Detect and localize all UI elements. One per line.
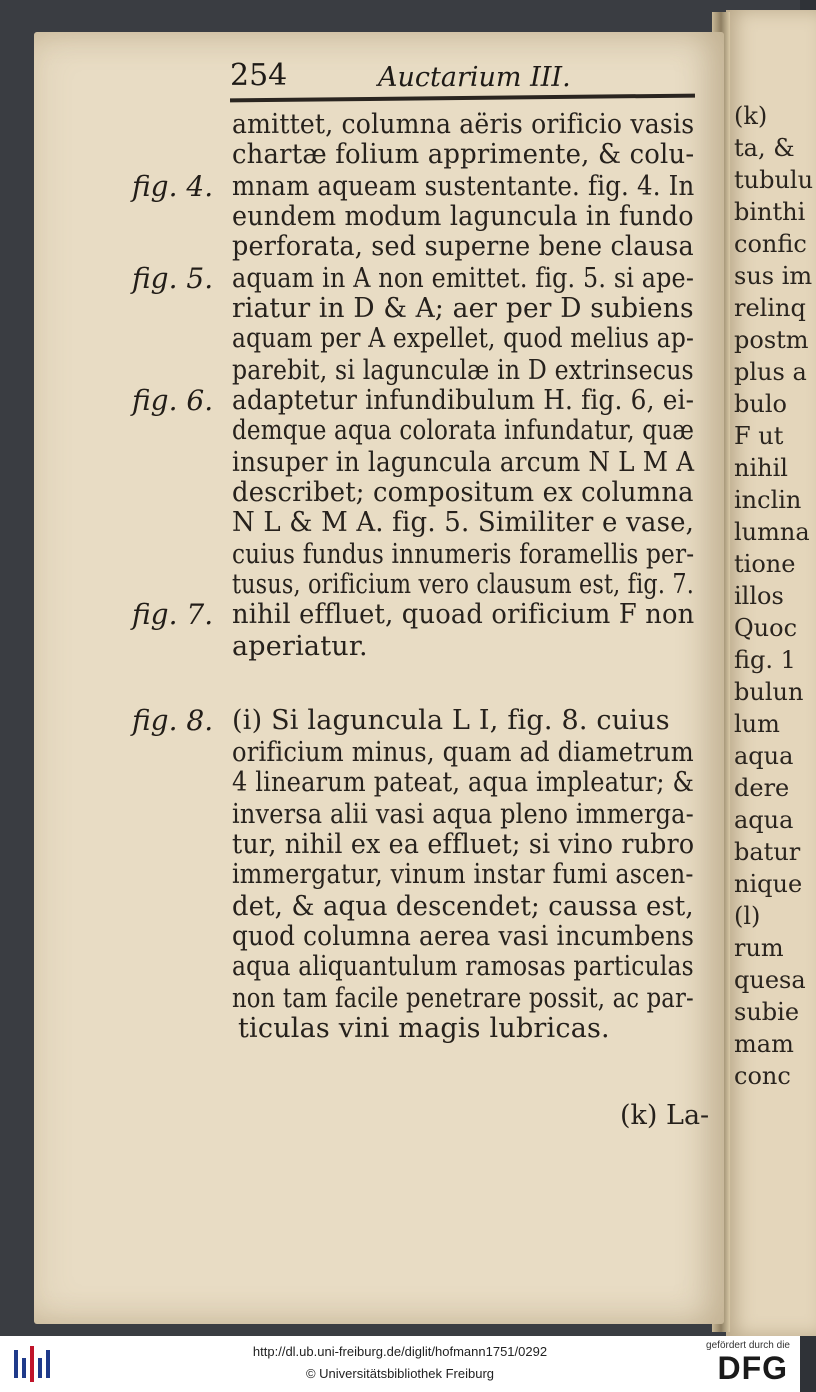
margin-figure-ref: fig. 6.	[132, 384, 214, 417]
text-line: tur, nihil ex ea effluet; si vino rubro	[232, 829, 695, 860]
margin-figure-ref: fig. 4.	[132, 170, 214, 203]
facing-text-fragment: tione	[734, 550, 796, 578]
text-line: orificium minus, quam ad diametrum	[232, 737, 694, 768]
facing-text-fragment: subie	[734, 998, 800, 1026]
text-line: aperiatur.	[232, 631, 368, 662]
facing-text-fragment: quesa	[734, 966, 806, 994]
text-line: aquam per A expellet, quod melius ap-	[232, 323, 694, 354]
text-line: nihil effluet, quoad orificium F non	[232, 599, 695, 630]
facing-text-fragment: bulo	[734, 390, 787, 418]
text-line: adaptetur infundibulum H. fig. 6, ei-	[232, 385, 695, 416]
facing-text-fragment: illos	[734, 582, 784, 610]
text-line: amittet, columna aëris orificio vasis	[232, 109, 695, 140]
text-line: N L & M A. fig. 5. Similiter e vase,	[232, 507, 695, 538]
text-line: insuper in laguncula arcum N L M A	[232, 447, 695, 478]
text-line: immergatur, vinum instar fumi ascen-	[232, 859, 694, 890]
dfg-logo: DFG	[717, 1350, 788, 1386]
facing-text-fragment: nique	[734, 870, 803, 898]
facing-text-fragment: (k)	[734, 102, 768, 130]
text-line: tusus, orificium vero clausum est, fig. 7.	[232, 569, 694, 600]
facing-text-fragment: mam	[734, 1030, 794, 1058]
facing-text-fragment: conc	[734, 1062, 791, 1090]
text-line: describet; compositum ex columna	[232, 477, 694, 508]
facing-text-fragment: F ut	[734, 422, 784, 450]
text-line: riatur in D & A; aer per D subiens	[232, 293, 694, 324]
facing-page	[726, 10, 816, 1336]
facing-text-fragment: aqua	[734, 742, 794, 770]
facing-text-fragment: postm	[734, 326, 809, 354]
margin-figure-ref: fig. 5.	[132, 262, 214, 295]
facing-text-fragment: bulun	[734, 678, 804, 706]
text-line: aqua aliquantulum ramosas particulas	[232, 951, 694, 982]
text-line: eundem modum laguncula in fundo	[232, 201, 694, 232]
facing-text-fragment: lum	[734, 710, 780, 738]
funding-caption: gefördert durch die	[706, 1340, 790, 1351]
running-head: Auctarium III.	[378, 62, 571, 93]
text-line: det, & aqua descendet; caussa est,	[232, 891, 694, 922]
text-line: ticulas vini magis lubricas.	[238, 1013, 610, 1044]
text-line: parebit, si lagunculæ in D extrinsecus	[232, 355, 694, 386]
text-line: demque aqua colorata infundatur, quæ	[232, 415, 695, 446]
text-line: chartæ folium apprimente, & colu-	[232, 139, 695, 170]
facing-text-fragment: rum	[734, 934, 784, 962]
text-line: 4 linearum pateat, aqua impleatur; &	[232, 767, 695, 798]
facing-text-fragment: plus a	[734, 358, 807, 386]
viewer-footer	[0, 1336, 800, 1392]
facing-text-fragment: fig. 1	[734, 646, 796, 674]
page-header	[230, 58, 700, 98]
copyright-notice: © Universitätsbibliothek Freiburg	[305, 1366, 495, 1381]
facing-text-fragment: aqua	[734, 806, 794, 834]
facing-text-fragment: tubulu	[734, 166, 814, 194]
text-line: mnam aqueam sustentante. fig. 4. In	[232, 171, 695, 202]
text-line: inversa alii vasi aqua pleno immerga-	[232, 799, 694, 830]
text-line: aquam in A non emittet. fig. 5. si ape-	[232, 263, 695, 294]
text-line: non tam facile penetrare possit, ac par-	[232, 983, 694, 1014]
facing-text-fragment: (l)	[734, 902, 761, 930]
catchword: (k) La-	[620, 1100, 710, 1131]
margin-figure-ref: fig. 8.	[132, 704, 214, 737]
margin-figure-ref: fig. 7.	[132, 598, 214, 631]
facing-text-fragment: Quoc	[734, 614, 798, 642]
facing-text-fragment: inclin	[734, 486, 802, 514]
facing-text-fragment: confic	[734, 230, 807, 258]
source-url[interactable]: http://dl.ub.uni-freiburg.de/diglit/hofmann1751/0292	[252, 1344, 548, 1359]
text-line: perforata, sed superne bene clausa	[232, 231, 694, 262]
facing-text-fragment: relinq	[734, 294, 806, 322]
facing-text-fragment: binthi	[734, 198, 806, 226]
facing-text-fragment: batur	[734, 838, 801, 866]
text-line: cuius fundus innumeris foramellis per-	[232, 539, 695, 570]
facing-text-fragment: lumna	[734, 518, 810, 546]
text-line: (i) Si laguncula L I, fig. 8. cuius	[232, 705, 670, 736]
facing-text-fragment: dere	[734, 774, 790, 802]
facing-text-fragment: ta, &	[734, 134, 795, 162]
text-line: quod columna aerea vasi incumbens	[232, 921, 695, 952]
facing-text-fragment: nihil	[734, 454, 788, 482]
page-number: 254	[230, 58, 288, 93]
facing-text-fragment: sus im	[734, 262, 813, 290]
